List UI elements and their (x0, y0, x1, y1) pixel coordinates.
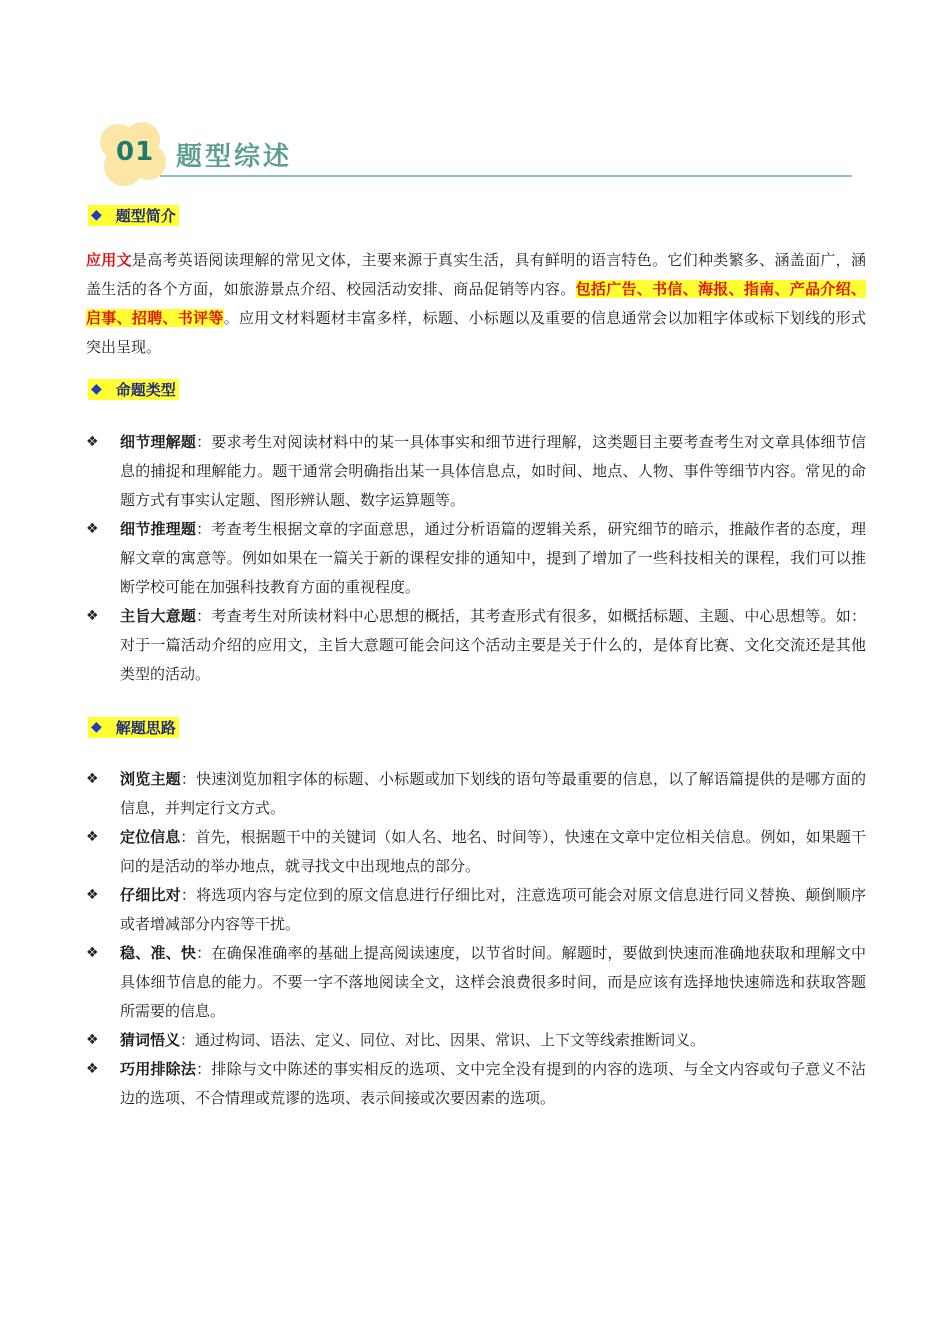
item-text: ：考查考生对所读材料中心思想的概括，其考查形式有很多，如概括标题、主题、中心思想等。如：对于一篇活动介绍的应用文，主旨大意题可能会问这个活动主要是关于什么的，是体育比赛、文化交流还是其他类型的活动。 (120, 607, 866, 683)
intro-paragraph (86, 246, 866, 362)
list-item (86, 1026, 866, 1055)
item-text: ：要求考生对阅读材料中的某一具体事实和细节进行理解，这类题目主要考查考生对文章具体细节信息的捕捉和理解能力。题干通常会明确指出某一具体信息点，如时间、地点、人物、事件等细节内容。常见的命题方式有事实认定题、图形辨认题、数字运算题等。 (120, 433, 866, 509)
clover-bullet-icon: ❖ (86, 434, 99, 450)
clover-bullet-icon: ❖ (86, 608, 99, 624)
item-text: ：在确保准确率的基础上提高阅读速度，以节省时间。解题时，要做到快速而准确地获取和理解文中具体细节信息的能力。不要一字不落地阅读全文，这样会浪费很多时间，而是应该有选择地快速筛选和获取答题所需要的信息。 (120, 944, 866, 1020)
strategies-list (86, 765, 866, 1113)
item-term: 定位信息 (120, 828, 181, 846)
subheading-strategies (88, 716, 179, 738)
item-term: 仔细比对 (120, 886, 181, 904)
diamond-bullet-icon: ◆ (91, 207, 102, 223)
item-term: 巧用排除法 (120, 1060, 197, 1078)
section-number: 01 (116, 137, 155, 167)
list-item (86, 1055, 866, 1113)
lead-term: 应用文 (86, 251, 132, 269)
subheading-intro (88, 204, 179, 226)
list-item (86, 515, 866, 602)
subheading-highlight (88, 717, 179, 738)
item-term: 主旨大意题 (120, 607, 197, 625)
highlighted-text: 包括广告、书信、海报、指南、产品介绍、启事、招聘、书评等 (86, 280, 866, 327)
item-text: ：将选项内容与定位到的原文信息进行仔细比对，注意选项可能会对原文信息进行同义替换、颠倒顺序或者增减部分内容等干扰。 (120, 886, 866, 933)
paragraph-text: 是高考英语阅读理解的常见文体，主要来源于真实生活，具有鲜明的语言特色。它们种类繁多、涵盖面广，涵盖生活的各个方面，如旅游景点介绍、校园活动安排、商品促销等内容。 (86, 251, 866, 298)
subheading-text: 题型简介 (115, 206, 176, 225)
clover-bullet-icon: ❖ (86, 1061, 99, 1077)
clover-bullet-icon: ❖ (86, 829, 99, 845)
section-title: 题型综述 (176, 142, 293, 172)
item-text: ：通过构词、语法、定义、同位、对比、因果、常识、上下文等线索推断词义。 (180, 1031, 706, 1049)
clover-bullet-icon: ❖ (86, 945, 99, 961)
item-text: ：排除与文中陈述的事实相反的选项、文中完全没有提到的内容的选项、与全文内容或句子意义不沾边的选项、不合情理或荒谬的选项、表示间接或次要因素的选项。 (120, 1060, 866, 1107)
diamond-bullet-icon: ◆ (91, 381, 102, 397)
section-banner (94, 120, 854, 190)
clover-bullet-icon: ❖ (86, 771, 99, 787)
list-item (86, 765, 866, 823)
list-item (86, 939, 866, 1026)
item-text: ：快速浏览加粗字体的标题、小标题或加下划线的语句等最重要的信息，以了解语篇提供的是哪方面的信息，并判定行文方式。 (120, 770, 866, 817)
list-item (86, 602, 866, 689)
item-term: 浏览主题 (120, 770, 181, 788)
item-text: ：考查考生根据文章的字面意思，通过分析语篇的逻辑关系，研究细节的暗示，推敲作者的态度，理解文章的寓意等。例如如果在一篇关于新的课程安排的通知中，提到了增加了一些科技相关的课程，我们可以推断学校可能在加强科技教育方面的重视程度。 (120, 520, 866, 596)
list-item (86, 881, 866, 939)
item-term: 细节理解题 (120, 433, 197, 451)
list-item (86, 823, 866, 881)
subheading-question-types (88, 378, 179, 400)
divider-line (160, 175, 852, 177)
clover-bullet-icon: ❖ (86, 521, 99, 537)
item-term: 猜词悟义 (120, 1031, 181, 1049)
subheading-highlight (88, 379, 179, 400)
subheading-highlight (88, 205, 179, 226)
item-term: 稳、准、快 (120, 944, 197, 962)
list-item (86, 428, 866, 515)
paragraph-text: 。应用文材料题材丰富多样，标题、小标题以及重要的信息通常会以加粗字体或标下划线的形式突出呈现。 (86, 309, 866, 356)
clover-bullet-icon: ❖ (86, 887, 99, 903)
item-term: 细节推理题 (120, 520, 197, 538)
subheading-text: 命题类型 (115, 380, 176, 399)
question-types-list (86, 428, 866, 689)
diamond-bullet-icon: ◆ (91, 719, 102, 735)
clover-bullet-icon: ❖ (86, 1032, 99, 1048)
item-text: ：首先，根据题干中的关键词（如人名、地名、时间等），快速在文章中定位相关信息。例如，如果题干问的是活动的举办地点，就寻找文中出现地点的部分。 (120, 828, 866, 875)
subheading-text: 解题思路 (115, 718, 176, 737)
